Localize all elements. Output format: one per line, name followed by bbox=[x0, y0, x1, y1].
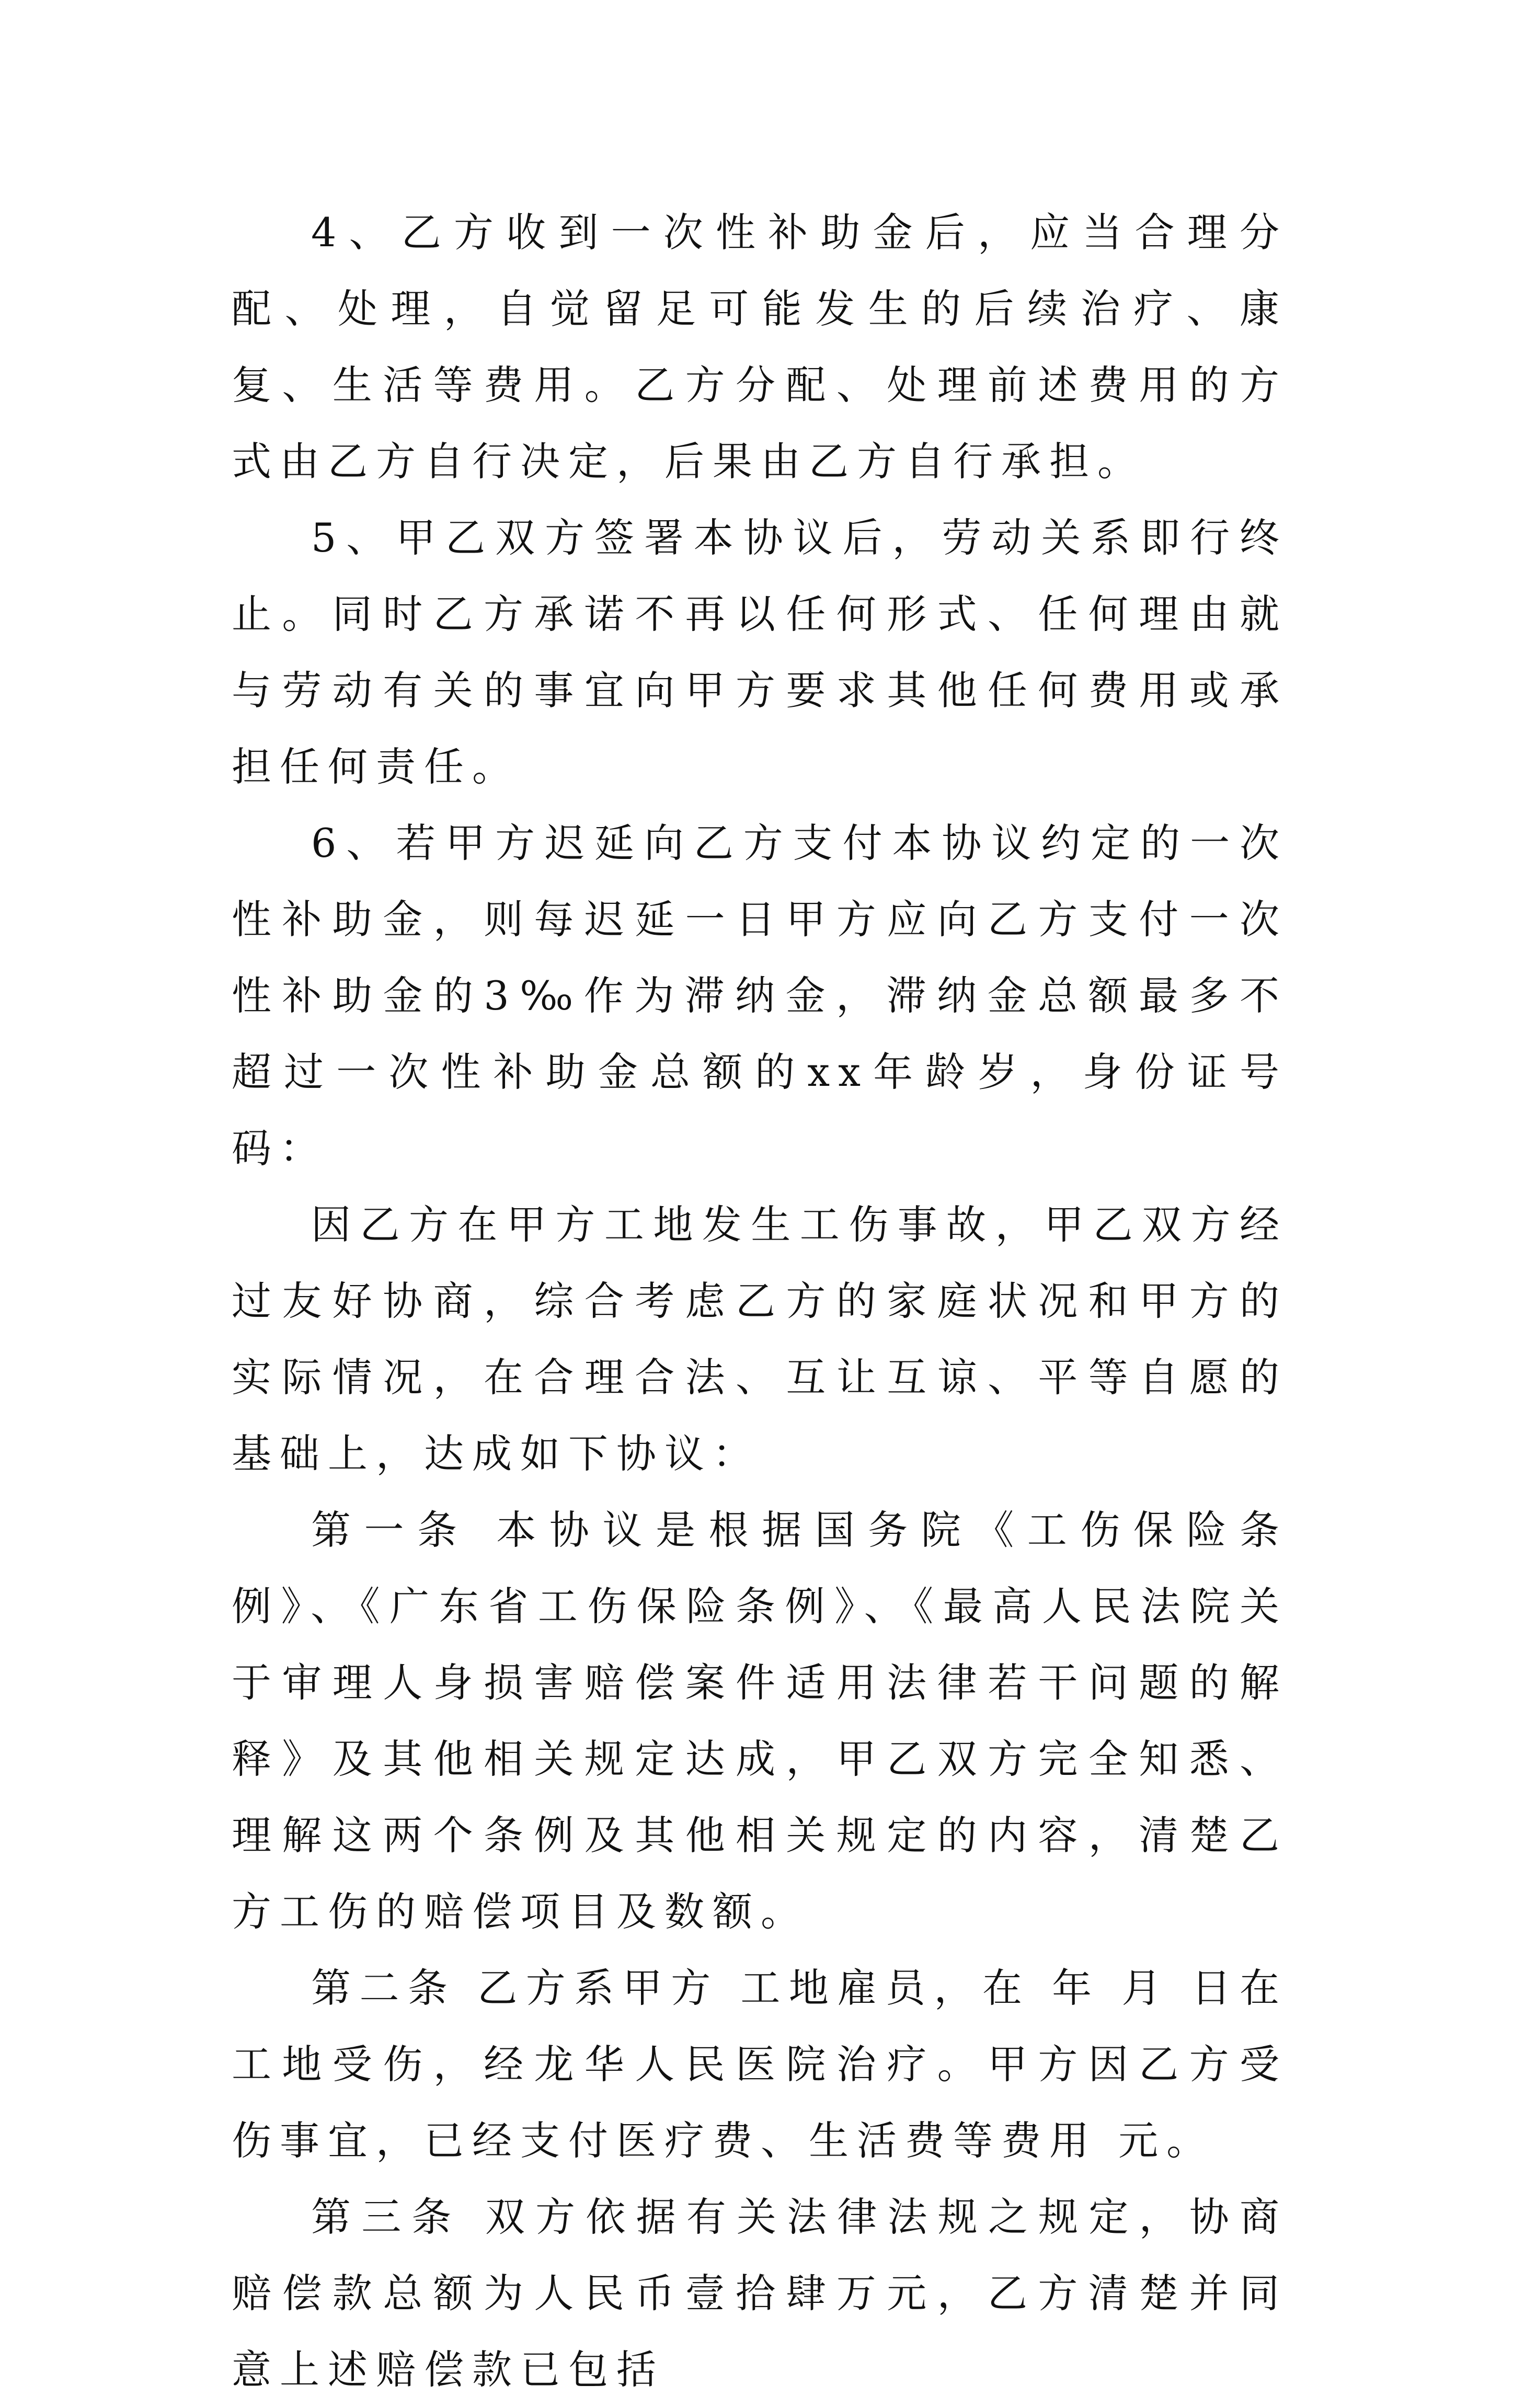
paragraph-article-3: 第三条 双方依据有关法律法规之规定，协商赔偿款总额为人民币壹拾肆万元，乙方清楚并同意上述赔偿款已包括 bbox=[232, 2194, 1288, 2393]
paragraph-clause-5: 5、甲乙双方签署本协议后，劳动关系即行终止。同时乙方承诺不再以任何形式、任何理由就与劳动有关的事宜向甲方要求其他任何费用或承担任何责任。 bbox=[232, 514, 1288, 790]
document-body bbox=[232, 194, 1288, 2408]
paragraph-article-2: 第二条 乙方系甲方 工地雇员，在 年 月 日在工地受伤，经龙华人民医院治疗。甲方因乙方受伤事宜，已经支付医疗费、生活费等费用 元。 bbox=[232, 1965, 1288, 2164]
paragraph-article-1: 第一条 本协议是根据国务院《工伤保险条例》、《广东省工伤保险条例》、《最高人民法院关于审理人身损害赔偿案件适用法律若干问题的解释》及其他相关规定达成，甲乙双方完全知悉、理解这两个条例及其他相关规定的内容，清楚乙方工伤的赔偿项目及数额。 bbox=[232, 1507, 1288, 1935]
paragraph-clause-4: 4、乙方收到一次性补助金后，应当合理分配、处理，自觉留足可能发生的后续治疗、康复、生活等费用。乙方分配、处理前述费用的方式由乙方自行决定，后果由乙方自行承担。 bbox=[232, 209, 1288, 485]
paragraph-preamble: 因乙方在甲方工地发生工伤事故，甲乙双方经过友好协商，综合考虑乙方的家庭状况和甲方的实际情况，在合理合法、互让互谅、平等自愿的基础上，达成如下协议： bbox=[232, 1201, 1288, 1477]
paragraph-clause-6: 6、若甲方迟延向乙方支付本协议约定的一次性补助金，则每迟延一日甲方应向乙方支付一次性补助金的3‰作为滞纳金，滞纳金总额最多不超过一次性补助金总额的xx年龄岁，身份证号码： bbox=[232, 820, 1288, 1172]
